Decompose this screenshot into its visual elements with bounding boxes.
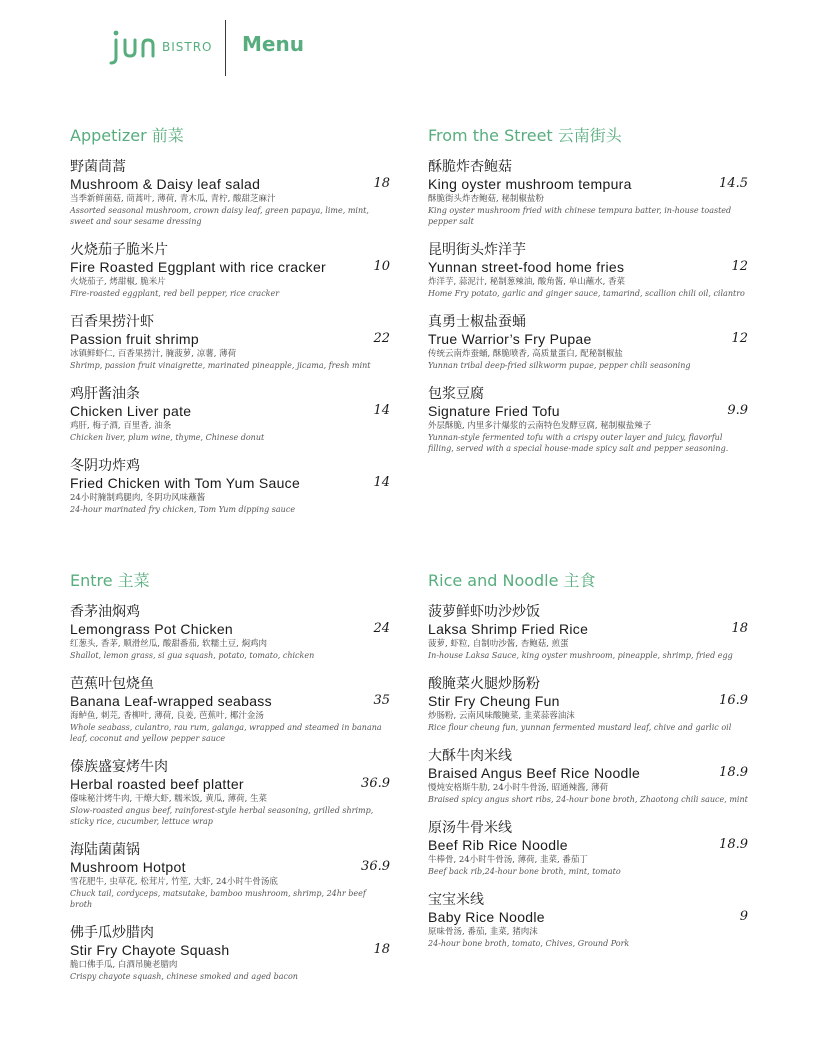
item-price: 10: [373, 259, 390, 274]
item-desc-zh: 菠萝, 虾粒, 自制叻沙酱, 杏鲍菇, 煎蛋: [428, 639, 569, 649]
menu-item: [428, 241, 748, 299]
item-desc-en: Shrimp, passion fruit vinaigrette, marinated pineapple, jicama, fresh mint: [70, 361, 371, 370]
item-name-en: Fried Chicken with Tom Yum Sauce: [70, 475, 301, 491]
item-name-zh: 包浆豆腐: [428, 386, 484, 402]
item-desc-zh: 牛棒骨, 24小时牛骨汤, 薄荷, 韭菜, 番茄丁: [428, 855, 588, 865]
item-desc-en: Chicken liver, plum wine, thyme, Chinese donut: [70, 433, 265, 442]
item-desc-en: Crispy chayote squash, chinese smoked and aged bacon: [70, 972, 298, 981]
item-price: 16.9: [719, 693, 748, 708]
item-desc-zh: 脆口佛手瓜, 白酒吊腌老腊肉: [70, 960, 178, 970]
section-appetizer: [70, 124, 390, 529]
item-desc-en: Yunnan tribal deep-fried silkworm pupae, pepper chili seasoning: [428, 361, 691, 370]
menu-item: [428, 603, 748, 661]
item-name-zh: 酥脆炸杏鲍菇: [428, 159, 512, 175]
section-title: Rice and Noodle 主食: [428, 571, 596, 590]
item-price: 36.9: [361, 859, 390, 874]
item-desc-en: In-house Laksa Sauce, king oyster mushroom, pineapple, shrimp, fried egg: [428, 651, 733, 660]
item-name-en: Lemongrass Pot Chicken: [70, 621, 234, 637]
item-desc-zh: 鸡肝, 梅子酒, 百里香, 油条: [70, 421, 172, 431]
menu-item: [428, 891, 748, 949]
menu-item: [428, 385, 748, 454]
item-name-en: Herbal roasted beef platter: [70, 776, 244, 792]
item-desc-zh: 傣味秘汁烤牛肉, 干燎大虾, 糯米饭, 黄瓜, 薄荷, 生菜: [70, 794, 268, 804]
item-name-zh: 佛手瓜炒腊肉: [70, 925, 154, 941]
item-desc-zh: 炒肠粉, 云南风味酸腌菜, 韭菜蒜蓉油沫: [428, 711, 575, 721]
item-name-en: Stir Fry Cheung Fun: [428, 693, 560, 709]
item-desc-zh: 24小时腌制鸡腿肉, 冬阴功风味蘸酱: [70, 493, 206, 503]
item-desc-zh: 当季新鲜菌菇, 茼蒿叶, 薄荷, 青木瓜, 青柠, 酸甜芝麻汁: [70, 194, 276, 204]
item-name-en: Signature Fried Tofu: [428, 403, 560, 419]
menu-item: [428, 747, 748, 805]
menu-item: [70, 457, 390, 515]
menu-item: [70, 158, 390, 227]
item-desc-zh: 火烧茄子, 烤甜椒, 脆米片: [70, 277, 166, 287]
item-name-zh: 香茅油焖鸡: [70, 604, 140, 620]
item-desc-en: Yunnan-style fermented tofu with a crispy outer layer and juicy, flavorful filling, served with a special house-made spicy salt and pepper seasoning.: [428, 433, 729, 453]
menu-item: [428, 158, 748, 227]
item-price: 18: [373, 176, 390, 191]
item-price: 12: [731, 331, 748, 346]
item-name-en: Braised Angus Beef Rice Noodle: [428, 765, 641, 781]
bistro-label: BISTRO: [162, 40, 213, 54]
item-price: 12: [731, 259, 748, 274]
item-price: 18.9: [719, 837, 748, 852]
item-name-en: Stir Fry Chayote Squash: [70, 942, 230, 958]
item-price: 9: [739, 909, 748, 924]
item-price: 35: [373, 693, 390, 708]
section-title: Appetizer 前菜: [70, 126, 184, 145]
section-entre: [70, 569, 390, 996]
item-name-zh: 大酥牛肉米线: [428, 748, 512, 764]
menu-item: [70, 758, 390, 827]
item-name-zh: 百香果捞汁虾: [70, 314, 154, 330]
item-price: 14: [373, 403, 390, 418]
item-desc-en: Whole seabass, culantro, rau rum, galanga, wrapped and steamed in banana leaf, coconut and yellow pepper sauce: [70, 723, 382, 743]
item-name-en: Laksa Shrimp Fried Rice: [428, 621, 589, 637]
item-desc-en: Assorted seasonal mushroom, crown daisy leaf, green papaya, lime, mint, sweet and sour sesame dressing: [70, 206, 369, 226]
item-desc-en: Slow-roasted angus beef, rainforest-style herbal seasoning, grilled shrimp, sticky rice, cucumber, lettuce wrap: [70, 806, 374, 826]
item-name-zh: 鸡肝酱油条: [70, 386, 140, 402]
item-name-en: Yunnan street-food home fries: [428, 259, 625, 275]
item-desc-zh: 炸洋芋, 蒜泥汁, 秘制葱辣油, 酸角酱, 单山蘸水, 香菜: [428, 277, 626, 287]
item-name-en: True Warrior’s Fry Pupae: [428, 331, 592, 347]
section-rice-and-noodle: [428, 569, 748, 963]
menu-item: [428, 675, 748, 733]
item-price: 18: [373, 942, 390, 957]
menu-item: [428, 313, 748, 371]
menu-item: [70, 603, 390, 661]
item-name-zh: 真勇士椒盐蚕蛹: [428, 314, 526, 330]
menu-title: Menu: [242, 32, 304, 56]
item-desc-zh: 海鲈鱼, 刺芫, 香柳叶, 薄荷, 良姜, 芭蕉叶, 椰汁金汤: [70, 711, 264, 721]
item-desc-zh: 酥脆街头炸杏鲍菇, 秘制椒盐粉: [428, 194, 544, 204]
item-desc-en: 24-hour marinated fry chicken, Tom Yum dipping sauce: [70, 505, 296, 514]
item-desc-en: Rice flour cheung fun, yunnan fermented mustard leaf, chive and garlic oil: [428, 723, 732, 732]
item-name-en: Passion fruit shrimp: [70, 331, 199, 347]
item-desc-zh: 外层酥脆, 内里多汁爆浆的云南特色发酵豆腐, 秘制椒盐辣子: [428, 421, 652, 431]
item-desc-en: Beef back rib,24-hour bone broth, mint, tomato: [428, 867, 621, 876]
item-name-zh: 昆明街头炸洋芋: [428, 242, 526, 258]
item-name-zh: 野菌茼蒿: [70, 159, 126, 175]
item-desc-en: 24-hour bone broth, tomato, Chives, Ground Pork: [428, 939, 630, 948]
item-name-zh: 芭蕉叶包烧鱼: [70, 676, 154, 692]
item-name-zh: 酸腌菜火腿炒肠粉: [428, 676, 540, 692]
item-price: 22: [373, 331, 390, 346]
section-from-the-street: [428, 124, 748, 468]
item-name-en: Baby Rice Noodle: [428, 909, 545, 925]
item-name-zh: 火烧茄子脆米片: [70, 242, 168, 258]
header-divider: [225, 20, 226, 76]
item-name-zh: 原汤牛骨米线: [428, 820, 512, 836]
item-desc-zh: 红葱头, 香茅, 顺滑丝瓜, 酸甜番茄, 软糯土豆, 焖鸡肉: [70, 639, 268, 649]
item-price: 18: [731, 621, 748, 636]
item-desc-zh: 传统云南炸蚕蛹, 酥脆喷香, 高质量蛋白, 配秘制椒盐: [428, 349, 623, 359]
item-name-en: King oyster mushroom tempura: [428, 176, 632, 192]
item-desc-en: Fire-roasted eggplant, red bell pepper, rice cracker: [70, 289, 280, 298]
item-price: 24: [373, 621, 390, 636]
item-name-en: Banana Leaf-wrapped seabass: [70, 693, 272, 709]
item-desc-en: Chuck tail, cordyceps, matsutake, bamboo mushroom, shrimp, 24hr beef broth: [70, 889, 366, 909]
item-name-zh: 菠萝鲜虾叻沙炒饭: [428, 604, 540, 620]
jun-logo-icon: [108, 28, 168, 66]
item-desc-zh: 雪花肥牛, 虫草花, 松茸片, 竹笙, 大虾, 24小时牛骨汤底: [70, 877, 278, 887]
item-desc-zh: 原味骨汤, 番茄, 韭菜, 猪肉沫: [428, 927, 538, 937]
section-title: Entre 主菜: [70, 571, 150, 590]
item-name-zh: 傣族盛宴烤牛肉: [70, 759, 168, 775]
item-price: 14: [373, 475, 390, 490]
item-name-en: Beef Rib Rice Noodle: [428, 837, 568, 853]
item-desc-zh: 冰镇鲜虾仁, 百香果捞汁, 腌菠萝, 凉薯, 薄荷: [70, 349, 237, 359]
item-name-zh: 海陆菌菌锅: [70, 842, 140, 858]
section-title: From the Street 云南街头: [428, 126, 622, 145]
item-name-en: Fire Roasted Eggplant with rice cracker: [70, 259, 327, 275]
item-desc-zh: 慢炖安格斯牛肋, 24小时牛骨汤, 昭通辣酱, 薄荷: [428, 783, 609, 793]
item-price: 36.9: [361, 776, 390, 791]
item-desc-en: Home Fry potato, garlic and ginger sauce, tamarind, scallion chili oil, cilantro: [428, 289, 745, 298]
menu-item: [428, 819, 748, 877]
menu-item: [70, 924, 390, 982]
item-price: 18.9: [719, 765, 748, 780]
item-price: 9.9: [727, 403, 748, 418]
item-name-en: Mushroom Hotpot: [70, 859, 186, 875]
menu-item: [70, 675, 390, 744]
item-name-zh: 宝宝米线: [428, 892, 484, 908]
item-name-zh: 冬阴功炸鸡: [70, 458, 140, 474]
menu-item: [70, 313, 390, 371]
menu-item: [70, 385, 390, 443]
item-desc-en: Shallot, lemon grass, si gua squash, potato, tomato, chicken: [70, 651, 315, 660]
item-desc-en: King oyster mushroom fried with chinese tempura batter, in-house toasted pepper salt: [428, 206, 732, 226]
menu-item: [70, 241, 390, 299]
item-name-en: Chicken Liver pate: [70, 403, 192, 419]
item-desc-en: Braised spicy angus short ribs, 24-hour bone broth, Zhaotong chili sauce, mint: [428, 795, 748, 804]
menu-item: [70, 841, 390, 910]
item-name-en: Mushroom & Daisy leaf salad: [70, 176, 261, 192]
item-price: 14.5: [719, 176, 748, 191]
